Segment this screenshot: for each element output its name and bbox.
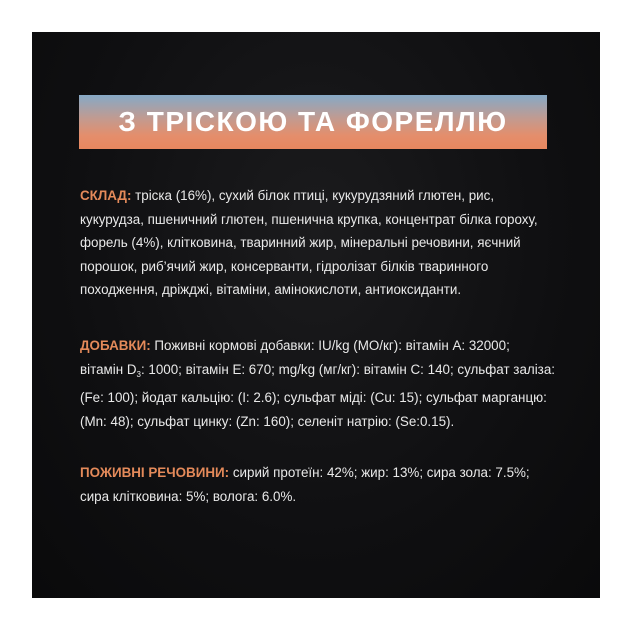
product-info-panel <box>32 32 600 598</box>
additives-text-before: Поживні кормові добавки: IU/kg (МО/кг): вітамін А: 32000; вітамін D <box>80 338 510 377</box>
nutrients-section <box>80 461 556 508</box>
nutrients-text: сирий протеїн: 42%; жир: 13%; сира зола: 7.5%; сира клітковина: 5%; волога: 6.0%. <box>80 465 530 504</box>
banner-title: З ТРІСКОЮ ТА ФОРЕЛЛЮ <box>118 106 508 137</box>
additives-text-after: : 1000; вітамін Е: 670; mg/kg (мг/кг): вітамін С: 140; сульфат заліза: (Fe: 100); йодат кальцію: (I: 2.6); сульфат міді: (Cu: 15); сульфат марганцю: (Mn: 48); сульфат цинку: (Zn: 160); селеніт натрію: (Se:0.15). <box>80 361 555 429</box>
additives-section <box>80 334 556 433</box>
title-banner <box>79 95 547 149</box>
additives-subscript: 3 <box>136 369 141 379</box>
composition-label: СКЛАД: <box>80 188 132 203</box>
additives-label: ДОБАВКИ: <box>80 338 151 353</box>
nutrients-label: ПОЖИВНІ РЕЧОВИНИ: <box>80 465 230 480</box>
composition-section <box>80 184 556 302</box>
composition-text: тріска (16%), сухий білок птиці, кукурудзяний глютен, рис, кукурудза, пшеничний глютен, пшенична крупка, концентрат білка гороху, форель (4%), клітковина, тваринний жир, мінеральні речовини, яєчний порошок, риб’ячий жир, консерванти, гідролізат білків тваринного походження, дріжджі, вітаміни, амінокислоти, антиоксиданти. <box>80 188 538 297</box>
